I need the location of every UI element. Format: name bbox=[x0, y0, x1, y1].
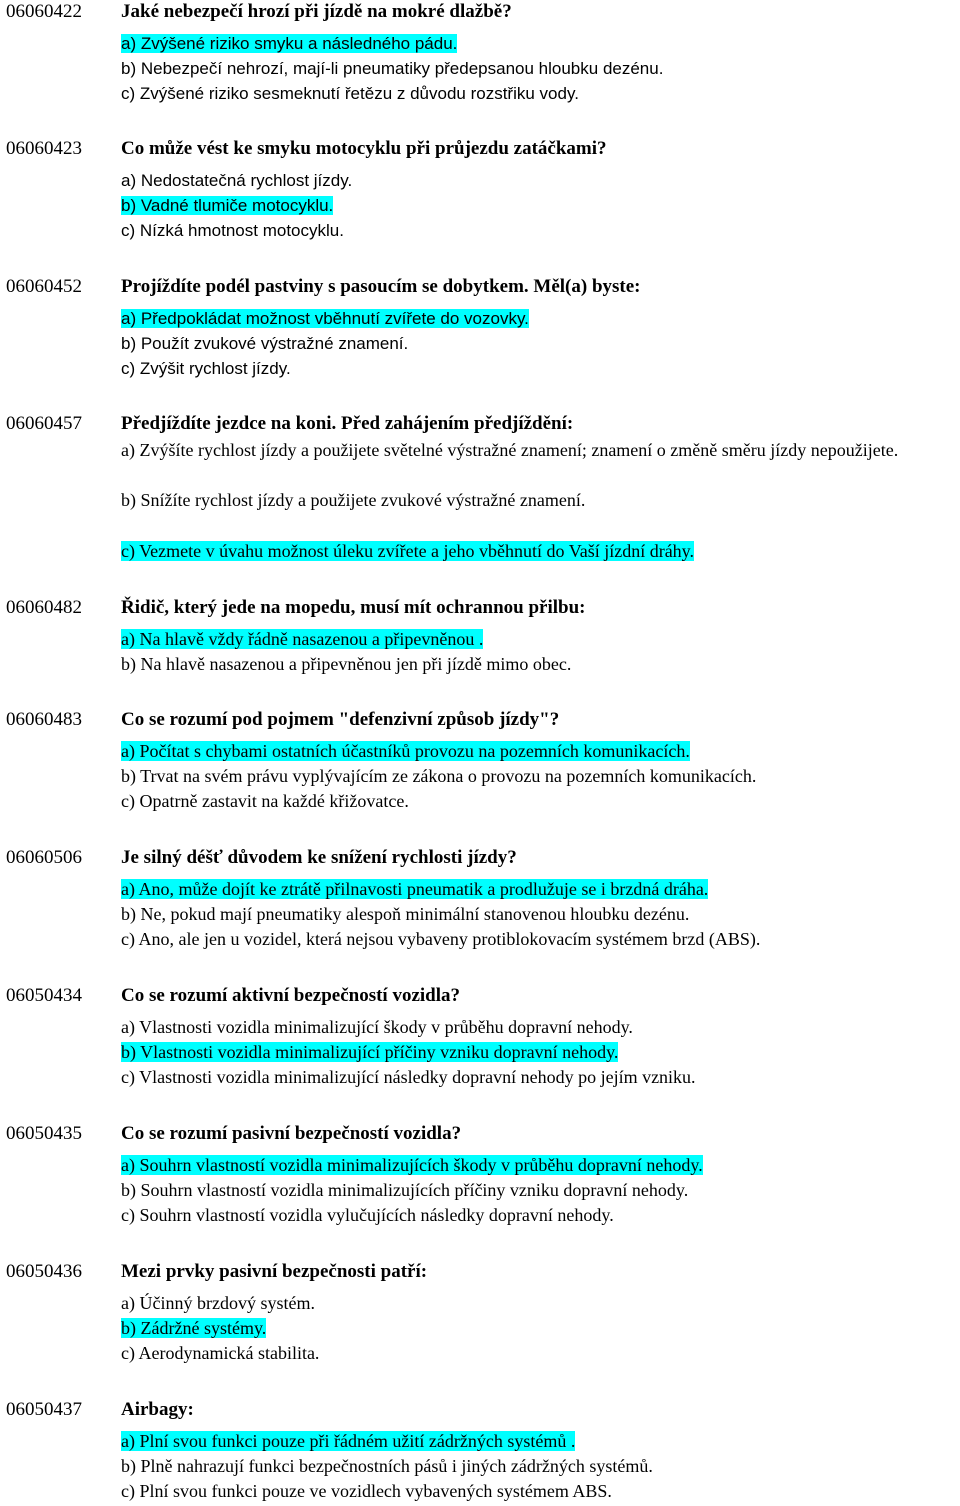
question-id: 06050437 bbox=[6, 1399, 82, 1420]
answer-text: c) Nízká hmotnost motocyklu. bbox=[121, 221, 344, 240]
answer-b bbox=[121, 652, 957, 677]
answer-a bbox=[121, 739, 957, 764]
question-text: Projíždíte podél pastviny s pasoucím se dobytkem. Měl(a) byste: bbox=[121, 276, 641, 297]
answer-c bbox=[121, 1203, 957, 1228]
answer-text: b) Na hlavě nasazenou a připevněnou jen při jízdě mimo obec. bbox=[121, 654, 572, 674]
answer-text: c) Vezmete v úvahu možnost úleku zvířete a jeho vběhnutí do Vaší jízdní dráhy. bbox=[121, 541, 695, 561]
answer-text: a) Zvýšené riziko smyku a následného pádu. bbox=[121, 34, 458, 53]
answer-text: a) Plní svou funkci pouze při řádném užití zádržných systémů . bbox=[121, 1431, 576, 1451]
question-text: Jaké nebezpečí hrozí při jízdě na mokré dlažbě? bbox=[121, 1, 512, 22]
answer-b bbox=[121, 331, 957, 356]
question-id: 06060506 bbox=[6, 847, 82, 868]
answer-c bbox=[121, 927, 957, 952]
answer-a bbox=[121, 877, 957, 902]
answer-b bbox=[121, 1316, 957, 1341]
question-id: 06050436 bbox=[6, 1261, 82, 1282]
answer-text: a) Zvýšíte rychlost jízdy a použijete světelné výstražné znamení; znamení o změně směru jízdy nepoužijete. bbox=[121, 440, 899, 460]
answer-c bbox=[121, 1065, 957, 1090]
answer-c bbox=[121, 1479, 957, 1504]
question-id: 06060483 bbox=[6, 709, 82, 730]
question-id: 06060452 bbox=[6, 276, 82, 297]
answer-b bbox=[121, 56, 957, 81]
answer-text: c) Aerodynamická stabilita. bbox=[121, 1343, 320, 1363]
question-id: 06060482 bbox=[6, 597, 82, 618]
question-text: Řidič, který jede na mopedu, musí mít ochrannou přilbu: bbox=[121, 597, 586, 618]
answer-a bbox=[121, 1015, 957, 1040]
answer-text: b) Trvat na svém právu vyplývajícím ze zákona o provozu na pozemních komunikacích. bbox=[121, 766, 757, 786]
answer-text: c) Zvýšené riziko sesmeknutí řetězu z důvodu rozstřiku vody. bbox=[121, 84, 579, 103]
answer-a bbox=[121, 306, 957, 331]
answer-text: a) Vlastnosti vozidla minimalizující škody v průběhu dopravní nehody. bbox=[121, 1017, 633, 1037]
answer-text: b) Vlastnosti vozidla minimalizující příčiny vzniku dopravní nehody. bbox=[121, 1042, 619, 1062]
answer-text: b) Souhrn vlastností vozidla minimalizujících příčiny vzniku dopravní nehody. bbox=[121, 1180, 689, 1200]
question-id: 06060457 bbox=[6, 413, 82, 434]
question-text: Co se rozumí pasivní bezpečností vozidla? bbox=[121, 1123, 462, 1144]
question-text: Co se rozumí pod pojmem "defenzivní způsob jízdy"? bbox=[121, 709, 560, 730]
answer-text: c) Souhrn vlastností vozidla vylučujících následky dopravní nehody. bbox=[121, 1205, 614, 1225]
answer-text: a) Souhrn vlastností vozidla minimalizujících škody v průběhu dopravní nehody. bbox=[121, 1155, 703, 1175]
question-id: 06050435 bbox=[6, 1123, 82, 1144]
answer-text: a) Předpokládat možnost vběhnutí zvířete do vozovky. bbox=[121, 309, 529, 328]
answer-b bbox=[121, 488, 957, 513]
question-text: Co může vést ke smyku motocyklu při průjezdu zatáčkami? bbox=[121, 138, 607, 159]
question-text: Předjíždíte jezdce na koni. Před zahájením předjíždění: bbox=[121, 413, 574, 434]
answer-text: b) Plně nahrazují funkci bezpečnostních pásů i jiných zádržných systémů. bbox=[121, 1456, 653, 1476]
answer-text: b) Nebezpečí nehrozí, mají-li pneumatiky předepsanou hloubku dezénu. bbox=[121, 59, 664, 78]
answer-text: a) Účinný brzdový systém. bbox=[121, 1293, 315, 1313]
answer-text: c) Opatrně zastavit na každé křižovatce. bbox=[121, 791, 409, 811]
answer-text: c) Zvýšit rychlost jízdy. bbox=[121, 359, 291, 378]
answer-text: b) Vadné tlumiče motocyklu. bbox=[121, 196, 334, 215]
question-id: 06050434 bbox=[6, 985, 82, 1006]
question-text: Co se rozumí aktivní bezpečností vozidla? bbox=[121, 985, 461, 1006]
answer-b bbox=[121, 193, 957, 218]
answer-a bbox=[121, 31, 957, 56]
answer-b bbox=[121, 1454, 957, 1479]
answer-text: b) Použít zvukové výstražné znamení. bbox=[121, 334, 409, 353]
answer-text: c) Ano, ale jen u vozidel, která nejsou vybaveny protiblokovacím systémem brzd (ABS). bbox=[121, 929, 761, 949]
answer-c bbox=[121, 81, 957, 106]
question-text: Je silný déšť důvodem ke snížení rychlosti jízdy? bbox=[121, 847, 517, 868]
question-text: Airbagy: bbox=[121, 1399, 194, 1420]
answer-a bbox=[121, 1291, 957, 1316]
answer-text: b) Snížíte rychlost jízdy a použijete zvukové výstražné znamení. bbox=[121, 490, 586, 510]
answer-b bbox=[121, 1040, 957, 1065]
answer-b bbox=[121, 764, 957, 789]
answer-a bbox=[121, 1429, 957, 1454]
answer-c bbox=[121, 1341, 957, 1366]
question-id: 06060423 bbox=[6, 138, 82, 159]
answer-text: a) Na hlavě vždy řádně nasazenou a připevněnou . bbox=[121, 629, 484, 649]
answer-text: c) Plní svou funkci pouze ve vozidlech vybavených systémem ABS. bbox=[121, 1481, 612, 1501]
answer-a bbox=[121, 1153, 957, 1178]
question-text: Mezi prvky pasivní bezpečnosti patří: bbox=[121, 1261, 428, 1282]
answer-c bbox=[121, 356, 957, 381]
answer-a bbox=[121, 168, 957, 193]
answer-c bbox=[121, 789, 957, 814]
answer-text: c) Vlastnosti vozidla minimalizující následky dopravní nehody po jejím vzniku. bbox=[121, 1067, 696, 1087]
answer-b bbox=[121, 902, 957, 927]
answer-c bbox=[121, 218, 957, 243]
answer-a bbox=[121, 438, 959, 463]
answer-b bbox=[121, 1178, 957, 1203]
question-id: 06060422 bbox=[6, 1, 82, 22]
answer-c bbox=[121, 539, 957, 564]
answer-text: a) Počítat s chybami ostatních účastníků provozu na pozemních komunikacích. bbox=[121, 741, 690, 761]
answer-text: b) Ne, pokud mají pneumatiky alespoň minimální stanovenou hloubku dezénu. bbox=[121, 904, 690, 924]
answer-text: a) Nedostatečná rychlost jízdy. bbox=[121, 171, 353, 190]
answer-a bbox=[121, 627, 957, 652]
answer-text: a) Ano, může dojít ke ztrátě přilnavosti pneumatik a prodlužuje se i brzdná dráha. bbox=[121, 879, 709, 899]
answer-text: b) Zádržné systémy. bbox=[121, 1318, 267, 1338]
